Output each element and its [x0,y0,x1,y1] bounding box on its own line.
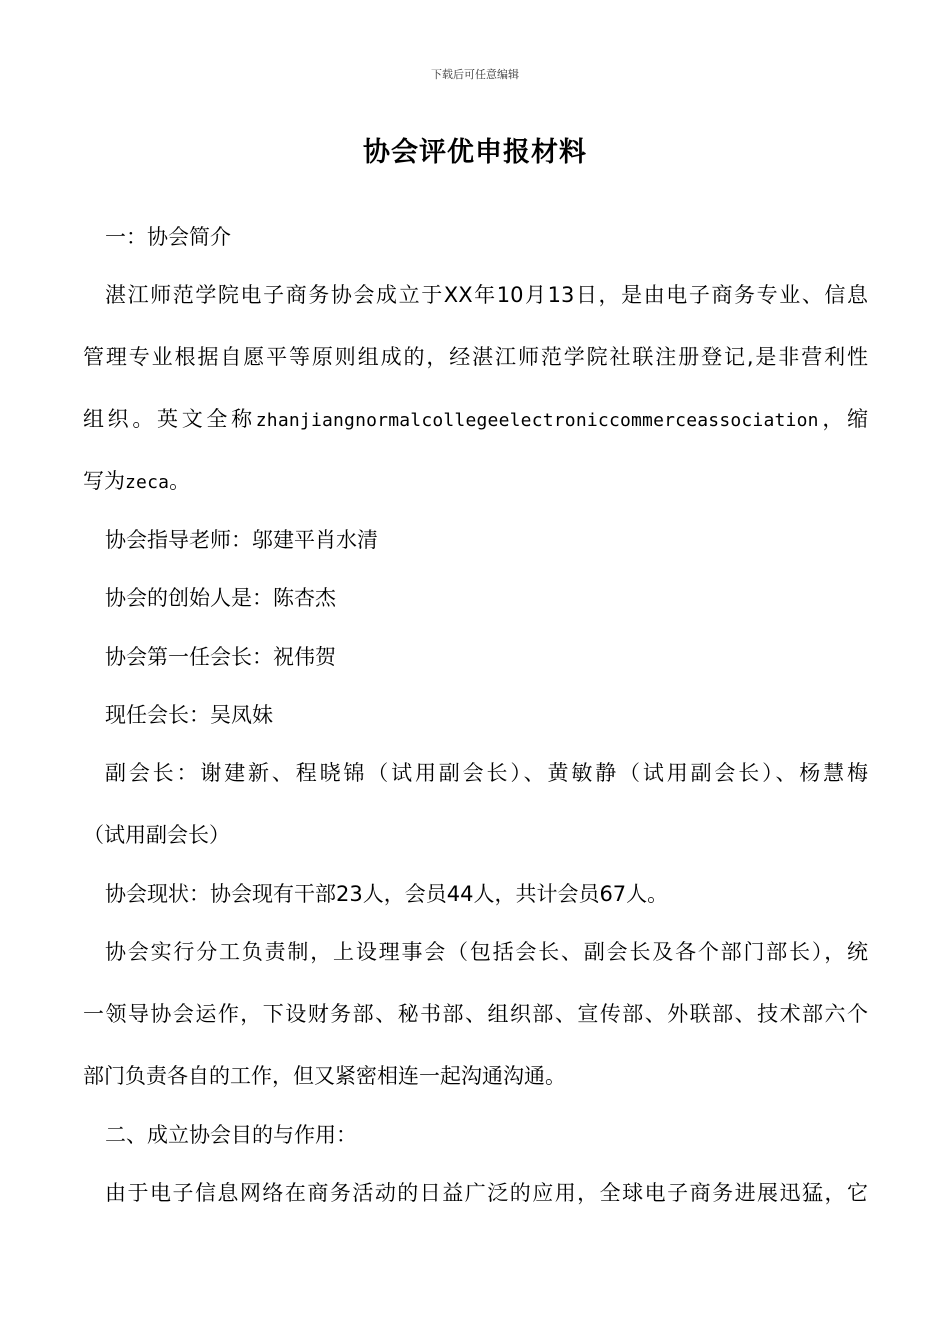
current-president-line: 现任会长：吴凤妹 [105,703,273,727]
advisors-line: 协会指导老师：邬建平肖水清 [105,528,378,552]
status-line: 协会现状：协会现有干部23人，会员44人，共计会员67人。 [105,882,669,906]
purpose-paragraph-line: 由于电子信息网络在商务活动的日益广泛的应用，全球电子商务进展迅猛，它 [105,1181,868,1205]
founder-line: 协会的创始人是：陈杏杰 [105,586,336,610]
intro-text: ，缩 [818,407,868,431]
structure-paragraph-line: 一领导协会运作，下设财务部、秘书部、组织部、宣传部、外联部、技术部六个 [83,1002,868,1026]
section-heading-purpose: 二、成立协会目的与作用： [105,1123,357,1147]
page-title: 协会评优申报材料 [363,137,587,168]
vice-president-line: 副会长：谢建新、程晓锦（试用副会长）、黄敏静（试用副会长）、杨慧梅 [105,761,868,785]
intro-text: 组织。英文全称 [83,407,256,431]
vice-president-line: （试用副会长） [83,823,230,847]
header-note: 下载后可任意编辑 [431,68,519,81]
intro-paragraph-line: 湛江师范学院电子商务协会成立于XX年10月13日，是由电子商务专业、信息 [105,283,868,307]
intro-paragraph-line [83,404,868,436]
first-president-line: 协会第一任会长：祝伟贺 [105,645,336,669]
structure-paragraph-line: 部门负责各自的工作，但又紧密相连一起沟通沟通。 [83,1064,566,1088]
intro-paragraph-line [83,466,868,498]
structure-paragraph-line: 协会实行分工负责制，上设理事会（包括会长、副会长及各个部门部长），统 [105,940,868,964]
section-heading-intro: 一：协会简介 [105,225,231,249]
intro-text: 。 [169,469,191,493]
english-name: zhanjiangnormalcollegeelectroniccommerceassociation [255,410,819,431]
intro-text: 写为 [83,469,125,493]
abbreviation: zeca [125,472,170,493]
intro-paragraph-line: 管理专业根据自愿平等原则组成的，经湛江师范学院社联注册登记,是非营利性 [83,345,868,369]
